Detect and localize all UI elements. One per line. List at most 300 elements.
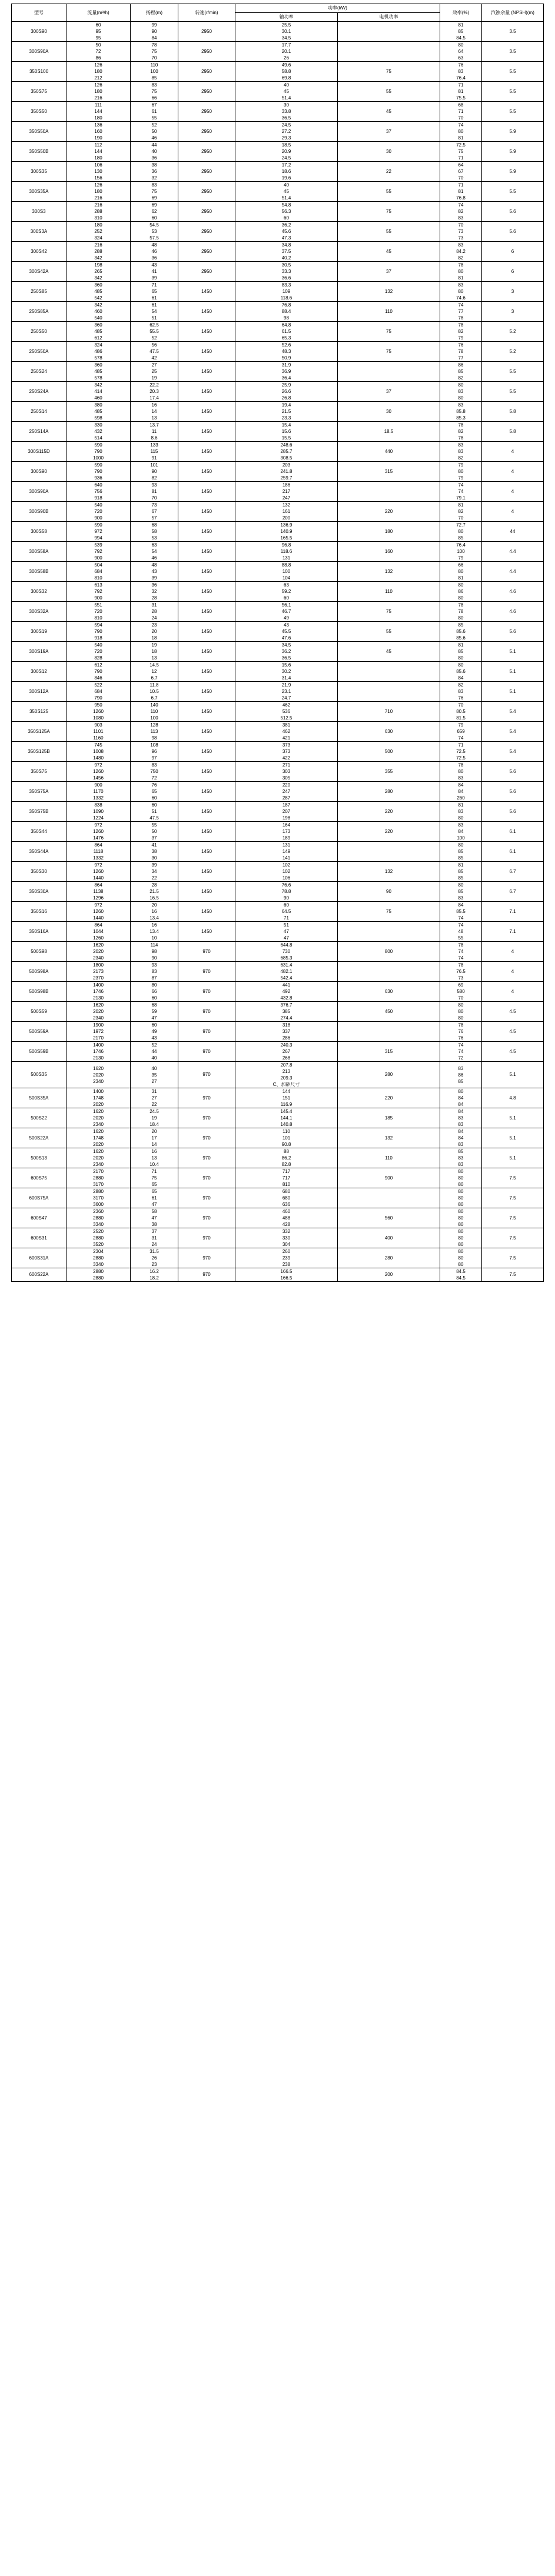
cell-flow: 590 790 936 xyxy=(67,462,131,482)
table-row xyxy=(12,1208,544,1228)
cell-shaft-power: 31.9 36.9 36.4 xyxy=(235,362,338,382)
cell-efficiency: 78 82 78 xyxy=(440,422,482,442)
cell-npsh: 5.4 xyxy=(482,702,544,722)
table-row xyxy=(12,1022,544,1042)
cell-flow: 126 180 212 xyxy=(67,62,131,82)
cell-model: 300S58B xyxy=(12,562,67,582)
cell-motor-power: 315 xyxy=(338,462,440,482)
cell-npsh: 5.1 xyxy=(482,1108,544,1128)
cell-model: 350S16A xyxy=(12,922,67,942)
table-row xyxy=(12,42,544,62)
cell-efficiency: 80 86 80 xyxy=(440,582,482,602)
cell-npsh: 7.5 xyxy=(482,1188,544,1208)
cell-motor-power xyxy=(338,922,440,942)
cell-model: 350S44 xyxy=(12,822,67,842)
cell-model: 300S58A xyxy=(12,542,67,562)
cell-head: 60 51 47.5 xyxy=(131,802,178,822)
cell-motor-power: 900 xyxy=(338,1168,440,1188)
cell-speed: 1450 xyxy=(178,582,235,602)
table-row xyxy=(12,1168,544,1188)
cell-head: 22.2 20.3 17.4 xyxy=(131,382,178,402)
cell-efficiency: 84 83 83 xyxy=(440,1108,482,1128)
cell-npsh: 5.9 xyxy=(482,142,544,162)
cell-model: 350S125B xyxy=(12,742,67,762)
cell-flow: 2304 2880 3340 xyxy=(67,1248,131,1268)
cell-efficiency: 64 67 70 xyxy=(440,162,482,182)
cell-speed: 970 xyxy=(178,1062,235,1088)
table-row xyxy=(12,1248,544,1268)
table-row xyxy=(12,122,544,142)
cell-speed: 1450 xyxy=(178,742,235,762)
cell-motor-power: 220 xyxy=(338,502,440,522)
cell-model: 350S75A xyxy=(12,782,67,802)
cell-speed: 970 xyxy=(178,982,235,1002)
cell-motor-power: 132 xyxy=(338,282,440,302)
cell-motor-power: 180 xyxy=(338,522,440,542)
cell-efficiency: 83 80 74.6 xyxy=(440,282,482,302)
cell-flow: 640 756 918 xyxy=(67,482,131,502)
cell-efficiency: 80 84 84 xyxy=(440,1088,482,1108)
table-row xyxy=(12,182,544,202)
cell-motor-power: 18.5 xyxy=(338,422,440,442)
cell-model: 500S59B xyxy=(12,1042,67,1062)
table-row xyxy=(12,722,544,742)
cell-flow: 745 1008 1480 xyxy=(67,742,131,762)
cell-shaft-power: 56.1 46.7 49 xyxy=(235,602,338,622)
cell-motor-power: 280 xyxy=(338,782,440,802)
cell-motor-power: 75 xyxy=(338,602,440,622)
spec-sheet-page xyxy=(0,0,555,1282)
cell-efficiency: 83 84 100 xyxy=(440,822,482,842)
cell-motor-power xyxy=(338,962,440,982)
cell-head: 78 75 70 xyxy=(131,42,178,62)
cell-efficiency: 85 83 83 xyxy=(440,1148,482,1168)
table-row xyxy=(12,202,544,222)
cell-flow: 330 432 514 xyxy=(67,422,131,442)
cell-speed: 970 xyxy=(178,1268,235,1282)
table-row xyxy=(12,62,544,82)
table-row xyxy=(12,902,544,922)
cell-head: 16 14 13 xyxy=(131,402,178,422)
cell-efficiency: 81 82 70 xyxy=(440,502,482,522)
cell-head: 108 96 97 xyxy=(131,742,178,762)
cell-npsh: 5.6 xyxy=(482,202,544,222)
col-header-speed: 转速(r/min) xyxy=(178,4,235,22)
col-header-model: 型号 xyxy=(12,4,67,22)
cell-shaft-power: 51 47 47 xyxy=(235,922,338,942)
cell-efficiency: 74 74 72 xyxy=(440,1042,482,1062)
cell-head: 93 81 70 xyxy=(131,482,178,502)
cell-speed: 1450 xyxy=(178,902,235,922)
cell-motor-power: 55 xyxy=(338,82,440,102)
cell-npsh: 4 xyxy=(482,982,544,1002)
cell-head: 38 36 32 xyxy=(131,162,178,182)
cell-model: 300S115D xyxy=(12,442,67,462)
cell-model: 500S22A xyxy=(12,1128,67,1148)
cell-shaft-power: 64.8 61.5 65.3 xyxy=(235,322,338,342)
cell-efficiency: 83 84.2 82 xyxy=(440,242,482,262)
cell-speed: 1450 xyxy=(178,602,235,622)
cell-npsh: 5.5 xyxy=(482,182,544,202)
cell-head: 110 100 85 xyxy=(131,62,178,82)
cell-efficiency: 80 80 80 xyxy=(440,1168,482,1188)
cell-speed: 1450 xyxy=(178,522,235,542)
cell-npsh: 6.1 xyxy=(482,822,544,842)
cell-speed: 1450 xyxy=(178,862,235,882)
cell-model: 250S85 xyxy=(12,282,67,302)
cell-speed: 1450 xyxy=(178,922,235,942)
cell-head: 20 16 13.4 xyxy=(131,902,178,922)
table-header xyxy=(12,4,544,22)
cell-motor-power: 132 xyxy=(338,562,440,582)
cell-efficiency: 85 85.6 85.6 xyxy=(440,622,482,642)
cell-model: 250S24A xyxy=(12,382,67,402)
cell-shaft-power: 76.8 88.4 98 xyxy=(235,302,338,322)
cell-npsh: 4.5 xyxy=(482,1022,544,1042)
cell-efficiency: 74 80 81 xyxy=(440,122,482,142)
cell-efficiency: 80 80 80 xyxy=(440,1002,482,1022)
table-row xyxy=(12,342,544,362)
cell-head: 36 32 28 xyxy=(131,582,178,602)
table-row xyxy=(12,582,544,602)
cell-speed: 2950 xyxy=(178,202,235,222)
cell-efficiency: 79 80 79 xyxy=(440,462,482,482)
cell-speed: 1450 xyxy=(178,362,235,382)
cell-flow: 1620 2020 2340 xyxy=(67,1002,131,1022)
cell-efficiency: 80 80 80 xyxy=(440,1248,482,1268)
table-row xyxy=(12,1148,544,1168)
cell-speed: 1450 xyxy=(178,682,235,702)
cell-shaft-power: 186 217 247 xyxy=(235,482,338,502)
cell-speed: 1450 xyxy=(178,702,235,722)
cell-head: 24.5 19 18.4 xyxy=(131,1108,178,1128)
cell-model: 250S14 xyxy=(12,402,67,422)
cell-flow: 216 288 342 xyxy=(67,242,131,262)
table-row xyxy=(12,502,544,522)
cell-speed: 970 xyxy=(178,962,235,982)
cell-flow: 342 414 460 xyxy=(67,382,131,402)
cell-model: 300S3 xyxy=(12,202,67,222)
cell-model: 500S35A xyxy=(12,1088,67,1108)
cell-flow: 540 720 900 xyxy=(67,502,131,522)
cell-speed: 1450 xyxy=(178,802,235,822)
cell-head: 63 54 46 xyxy=(131,542,178,562)
cell-flow: 1800 2173 2370 xyxy=(67,962,131,982)
cell-npsh: 4.4 xyxy=(482,542,544,562)
cell-shaft-power: 136.9 140.9 165.5 xyxy=(235,522,338,542)
cell-speed: 2950 xyxy=(178,142,235,162)
cell-motor-power: 55 xyxy=(338,622,440,642)
cell-model: 350S75 xyxy=(12,82,67,102)
cell-shaft-power: 271 303 305 xyxy=(235,762,338,782)
cell-head: 16 13.4 10 xyxy=(131,922,178,942)
cell-flow: 1620 2020 2340 xyxy=(67,942,131,962)
cell-motor-power: 132 xyxy=(338,862,440,882)
cell-flow: 126 180 216 xyxy=(67,82,131,102)
cell-speed: 970 xyxy=(178,1248,235,1268)
cell-npsh: 4.6 xyxy=(482,602,544,622)
cell-efficiency: 80 85 85 xyxy=(440,842,482,862)
table-row xyxy=(12,942,544,962)
cell-model: 500S22 xyxy=(12,1108,67,1128)
cell-head: 69 62 60 xyxy=(131,202,178,222)
cell-motor-power: 45 xyxy=(338,102,440,122)
cell-speed: 970 xyxy=(178,942,235,962)
table-row xyxy=(12,822,544,842)
table-row xyxy=(12,1042,544,1062)
cell-npsh: 5.1 xyxy=(482,1062,544,1088)
cell-shaft-power: 166.5 166.5 xyxy=(235,1268,338,1282)
cell-motor-power xyxy=(338,22,440,42)
cell-npsh: 4 xyxy=(482,942,544,962)
cell-efficiency: 86 85 82 xyxy=(440,362,482,382)
cell-efficiency: 76 78 77 xyxy=(440,342,482,362)
cell-head: 48 46 36 xyxy=(131,242,178,262)
cell-model: 600S47 xyxy=(12,1208,67,1228)
col-header-power-label: 功率(kW) xyxy=(235,4,440,13)
cell-motor-power: 132 xyxy=(338,1128,440,1148)
cell-efficiency: 80 80 80 xyxy=(440,1228,482,1248)
cell-speed: 2950 xyxy=(178,62,235,82)
cell-motor-power: 560 xyxy=(338,1208,440,1228)
cell-flow: 180 252 324 xyxy=(67,222,131,242)
cell-flow: 360 485 542 xyxy=(67,282,131,302)
table-row xyxy=(12,662,544,682)
cell-model: 300S90A xyxy=(12,482,67,502)
cell-shaft-power: 63 59.2 60 xyxy=(235,582,338,602)
col-header-efficiency: 效率(%) xyxy=(440,4,482,22)
cell-motor-power: 450 xyxy=(338,1002,440,1022)
cell-head: 93 83 87 xyxy=(131,962,178,982)
cell-speed: 1450 xyxy=(178,722,235,742)
cell-model: 600S31 xyxy=(12,1228,67,1248)
cell-head: 19 18 13 xyxy=(131,642,178,662)
cell-flow: 972 1260 1440 xyxy=(67,902,131,922)
cell-speed: 1450 xyxy=(178,322,235,342)
cell-efficiency: 66 80 81 xyxy=(440,562,482,582)
table-row xyxy=(12,862,544,882)
cell-motor-power: 22 xyxy=(338,162,440,182)
cell-npsh: 6.7 xyxy=(482,862,544,882)
cell-efficiency: 76 83 76.4 xyxy=(440,62,482,82)
cell-flow: 590 972 994 xyxy=(67,522,131,542)
cell-head: 16.2 18.2 xyxy=(131,1268,178,1282)
cell-motor-power: 200 xyxy=(338,1268,440,1282)
cell-model: 300S58 xyxy=(12,522,67,542)
table-row xyxy=(12,402,544,422)
cell-flow: 1620 1748 2020 xyxy=(67,1128,131,1148)
cell-head: 52 50 46 xyxy=(131,122,178,142)
cell-shaft-power: 132 161 200 xyxy=(235,502,338,522)
cell-motor-power: 75 xyxy=(338,62,440,82)
cell-motor-power: 75 xyxy=(338,322,440,342)
table-row xyxy=(12,542,544,562)
cell-efficiency: 76.4 100 79 xyxy=(440,542,482,562)
cell-motor-power: 400 xyxy=(338,1228,440,1248)
cell-head: 31 28 24 xyxy=(131,602,178,622)
cell-motor-power: 280 xyxy=(338,1062,440,1088)
cell-head: 44 40 36 xyxy=(131,142,178,162)
cell-head: 48 43 39 xyxy=(131,562,178,582)
cell-speed: 970 xyxy=(178,1168,235,1188)
pump-spec-table xyxy=(11,4,544,1282)
cell-efficiency: 79 659 74 xyxy=(440,722,482,742)
cell-model: 300S90A xyxy=(12,42,67,62)
cell-npsh: 4 xyxy=(482,962,544,982)
cell-shaft-power: 441 492 432.8 xyxy=(235,982,338,1002)
cell-npsh: 7.5 xyxy=(482,1168,544,1188)
cell-flow: 126 180 216 xyxy=(67,182,131,202)
col-header-power-group xyxy=(235,4,440,22)
cell-npsh: 4 xyxy=(482,462,544,482)
cell-shaft-power: 24.5 27.2 29.3 xyxy=(235,122,338,142)
table-row xyxy=(12,1062,544,1088)
cell-npsh: 4.8 xyxy=(482,1088,544,1108)
cell-shaft-power: 187 207 198 xyxy=(235,802,338,822)
cell-flow: 903 1101 1160 xyxy=(67,722,131,742)
cell-npsh: 4.6 xyxy=(482,582,544,602)
cell-shaft-power: 15.6 30.2 31.4 xyxy=(235,662,338,682)
cell-speed: 1450 xyxy=(178,342,235,362)
cell-model: 300S19 xyxy=(12,622,67,642)
cell-shaft-power: 40 45 51.4 xyxy=(235,182,338,202)
cell-model: 500S98A xyxy=(12,962,67,982)
cell-model: 350S30 xyxy=(12,862,67,882)
cell-speed: 970 xyxy=(178,1228,235,1248)
cell-flow: 324 486 578 xyxy=(67,342,131,362)
cell-head: 20 17 14 xyxy=(131,1128,178,1148)
cell-npsh: 6 xyxy=(482,262,544,282)
cell-shaft-power: 220 247 287 xyxy=(235,782,338,802)
cell-model: 350S44A xyxy=(12,842,67,862)
cell-head: 71 75 65 xyxy=(131,1168,178,1188)
cell-shaft-power: 36.2 45.6 47.3 xyxy=(235,222,338,242)
table-row xyxy=(12,1228,544,1248)
cell-flow: 539 792 900 xyxy=(67,542,131,562)
cell-npsh: 5.1 xyxy=(482,662,544,682)
cell-efficiency: 70 80.5 81.5 xyxy=(440,702,482,722)
cell-motor-power: 160 xyxy=(338,542,440,562)
cell-npsh: 7.1 xyxy=(482,922,544,942)
cell-head: 31.5 26 23 xyxy=(131,1248,178,1268)
cell-speed: 2950 xyxy=(178,122,235,142)
cell-shaft-power: 96.8 118.6 131 xyxy=(235,542,338,562)
cell-efficiency: 80 83 80 xyxy=(440,382,482,402)
cell-motor-power xyxy=(338,1022,440,1042)
cell-flow: 360 485 578 xyxy=(67,362,131,382)
cell-shaft-power: 30.5 33.3 36.6 xyxy=(235,262,338,282)
cell-shaft-power: 34.8 37.5 40.2 xyxy=(235,242,338,262)
cell-flow: 2170 2880 3170 xyxy=(67,1168,131,1188)
cell-head: 28 21.5 16.5 xyxy=(131,882,178,902)
cell-efficiency: 84 85.5 74 xyxy=(440,902,482,922)
cell-shaft-power: 164 173 189 xyxy=(235,822,338,842)
cell-flow: 590 790 1000 xyxy=(67,442,131,462)
cell-npsh: 7.1 xyxy=(482,902,544,922)
cell-shaft-power: 332 330 304 xyxy=(235,1228,338,1248)
cell-flow: 1400 1746 2130 xyxy=(67,1042,131,1062)
cell-motor-power: 220 xyxy=(338,802,440,822)
cell-head: 133 115 91 xyxy=(131,442,178,462)
cell-efficiency: 74 48 55 xyxy=(440,922,482,942)
cell-shaft-power: 376.7 385 274.4 xyxy=(235,1002,338,1022)
cell-model: 600S22A xyxy=(12,1268,67,1282)
cell-efficiency: 71 72.5 72.5 xyxy=(440,742,482,762)
cell-motor-power xyxy=(338,682,440,702)
cell-motor-power: 45 xyxy=(338,642,440,662)
cell-speed: 1450 xyxy=(178,782,235,802)
cell-speed: 970 xyxy=(178,1108,235,1128)
cell-flow: 972 1260 1456 xyxy=(67,762,131,782)
cell-npsh: 3 xyxy=(482,302,544,322)
cell-speed: 1450 xyxy=(178,662,235,682)
cell-speed: 1450 xyxy=(178,442,235,462)
cell-model: 250S85A xyxy=(12,302,67,322)
cell-head: 58 47 38 xyxy=(131,1208,178,1228)
cell-npsh: 5.2 xyxy=(482,322,544,342)
cell-shaft-power: 207.8 213 209.3 C、加砂尺寸 xyxy=(235,1062,338,1088)
col-header-flow: 流量(m³/h) xyxy=(67,4,131,22)
cell-efficiency: 80 85 83 xyxy=(440,882,482,902)
cell-npsh: 4 xyxy=(482,482,544,502)
table-row xyxy=(12,282,544,302)
cell-speed: 1450 xyxy=(178,402,235,422)
cell-motor-power xyxy=(338,842,440,862)
table-row xyxy=(12,142,544,162)
cell-shaft-power: 680 680 636 xyxy=(235,1188,338,1208)
cell-flow: 540 720 828 xyxy=(67,642,131,662)
cell-motor-power: 37 xyxy=(338,122,440,142)
cell-motor-power: 30 xyxy=(338,142,440,162)
cell-npsh: 4.5 xyxy=(482,1042,544,1062)
table-row xyxy=(12,262,544,282)
cell-shaft-power: 17.2 18.6 19.6 xyxy=(235,162,338,182)
cell-npsh: 5.6 xyxy=(482,782,544,802)
cell-head: 40 35 27 xyxy=(131,1062,178,1088)
table-row xyxy=(12,962,544,982)
cell-head: 128 113 98 xyxy=(131,722,178,742)
cell-shaft-power: 318 337 286 xyxy=(235,1022,338,1042)
cell-model: 250S24 xyxy=(12,362,67,382)
cell-shaft-power: 110 101 90.8 xyxy=(235,1128,338,1148)
cell-efficiency: 81 85 80 xyxy=(440,642,482,662)
cell-model: 300S12A xyxy=(12,682,67,702)
cell-speed: 1450 xyxy=(178,282,235,302)
cell-npsh: 5.8 xyxy=(482,422,544,442)
cell-model: 600S75A xyxy=(12,1188,67,1208)
cell-speed: 1450 xyxy=(178,762,235,782)
cell-efficiency: 70 73 73 xyxy=(440,222,482,242)
table-row xyxy=(12,1268,544,1282)
table-row xyxy=(12,782,544,802)
cell-efficiency: 78 76.5 73 xyxy=(440,962,482,982)
cell-head: 140 110 100 xyxy=(131,702,178,722)
cell-head: 55 50 37 xyxy=(131,822,178,842)
cell-flow: 504 684 810 xyxy=(67,562,131,582)
cell-motor-power: 55 xyxy=(338,182,440,202)
cell-model: 300S42 xyxy=(12,242,67,262)
cell-speed: 1450 xyxy=(178,642,235,662)
cell-flow: 136 160 190 xyxy=(67,122,131,142)
table-row xyxy=(12,882,544,902)
cell-motor-power xyxy=(338,1188,440,1208)
cell-model: 600S31A xyxy=(12,1248,67,1268)
table-row xyxy=(12,762,544,782)
cell-head: 11.8 10.5 6.7 xyxy=(131,682,178,702)
cell-motor-power: 30 xyxy=(338,402,440,422)
cell-shaft-power: 631.4 482.1 542.4 xyxy=(235,962,338,982)
cell-flow: 864 1138 1296 xyxy=(67,882,131,902)
